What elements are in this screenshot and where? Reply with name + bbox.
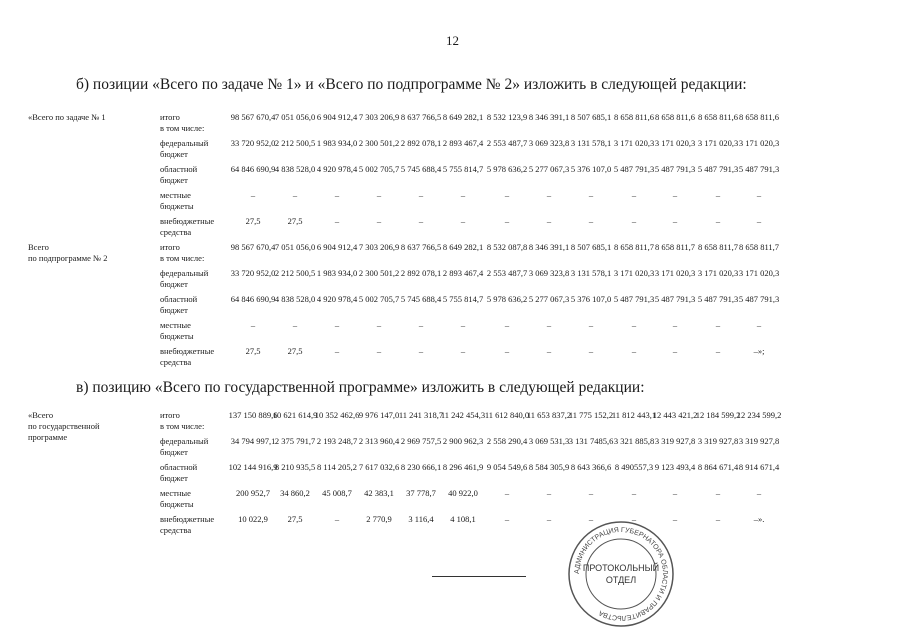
table-cell: 3 321 885,8 [613, 436, 655, 446]
table-cell: 2 892 078,1 [400, 268, 442, 278]
row-label [160, 294, 232, 316]
row-label-line: итого [160, 410, 180, 420]
table-cell: 8 346 391,1 [528, 242, 570, 252]
table-cell: 27,5 [287, 514, 303, 524]
table-cell: 5 755 814,7 [442, 294, 484, 304]
table-cell: – [546, 346, 552, 356]
table-cell: 3 131 578,1 [570, 138, 612, 148]
table-cell: 2 892 078,1 [400, 138, 442, 148]
block-label-line: по подпрограмме № 2 [28, 253, 108, 263]
row-label [160, 164, 232, 186]
table-cell: 3 171 020,3 [654, 268, 696, 278]
table-row [0, 434, 905, 460]
table-cell: – [756, 488, 762, 498]
svg-text:АДМИНИСТРАЦИЯ ГУБЕРНАТОРА ОБЛА: АДМИНИСТРАЦИЯ ГУБЕРНАТОРА ОБЛАСТИ И ПРАВИТЕЛЬСТВА [573, 526, 669, 622]
table-cell: 4 108,1 [450, 514, 476, 524]
table-cell: 1 983 934,0 [316, 268, 358, 278]
table-cell: – [715, 346, 721, 356]
table-cell: 8 532 123,9 [486, 112, 528, 122]
block-label-line: «Всего по задаче № 1 [28, 112, 106, 122]
row-label-line: в том числе: [160, 421, 205, 431]
table-cell: 5 978 636,2 [486, 294, 528, 304]
table-cell: 2 300 501,2 [358, 138, 400, 148]
row-label-line: средства [160, 525, 192, 535]
table-cell: 8 658 811,6 [613, 112, 655, 122]
table-row [0, 292, 905, 318]
table-cell: 102 144 916,9 [228, 462, 278, 472]
table-cell: 3 171 020,3 [613, 268, 655, 278]
table-cell: – [292, 190, 298, 200]
table-cell: 8 507 685,1 [570, 242, 612, 252]
table-cell: 11 775 152,2 [568, 410, 614, 420]
table-cell: –»; [753, 346, 765, 356]
table-cell: 2 558 290,4 [486, 436, 528, 446]
heading-v: в) позицию «Всего по государственной программе» изложить в следующей редакции: [76, 379, 645, 396]
table-row [0, 136, 905, 162]
table-cell: 8 658 811,7 [613, 242, 655, 252]
table-cell: 3 131 7485,6 [568, 436, 614, 446]
row-label [160, 190, 232, 212]
table-cell: – [334, 320, 340, 330]
table-cell: 11 612 840,0 [484, 410, 530, 420]
table-cell: 3 171 020,3 [738, 138, 780, 148]
table-cell: 8 643 366,6 [570, 462, 612, 472]
table-cell: – [756, 216, 762, 226]
table-cell: 5 002 705,7 [358, 294, 400, 304]
table-cell: 5 487 791,3 [613, 294, 655, 304]
table-cell: – [672, 216, 678, 226]
signature-line [432, 576, 526, 577]
table-cell: – [418, 320, 424, 330]
table-cell: – [672, 346, 678, 356]
table-cell: 8 507 685,1 [570, 112, 612, 122]
table-cell: – [504, 320, 510, 330]
table-cell: 5 487 791,3 [697, 294, 739, 304]
table-cell: 3 069 323,8 [528, 138, 570, 148]
table-cell: 27,5 [245, 346, 261, 356]
official-stamp [566, 519, 676, 629]
table-cell: 3 069 323,8 [528, 268, 570, 278]
table-cell: – [588, 320, 594, 330]
table-cell: 8 658 811,6 [654, 112, 696, 122]
table-cell: 8 210 935,5 [274, 462, 316, 472]
table-cell: 64 846 690,9 [230, 294, 276, 304]
table-cell: 8 649 282,1 [442, 242, 484, 252]
table-cell: 6 904 912,4 [316, 242, 358, 252]
table-cell: 5 745 688,4 [400, 164, 442, 174]
row-label-line: бюджет [160, 175, 188, 185]
table-cell: – [376, 190, 382, 200]
table-cell: – [460, 190, 466, 200]
block-label-line: «Всего [28, 410, 54, 420]
table-cell: 8 914 671,4 [738, 462, 780, 472]
table-cell: 34 860,2 [280, 488, 310, 498]
row-label-line: бюджеты [160, 201, 194, 211]
table-cell: – [631, 488, 637, 498]
table-cell: 8 637 766,5 [400, 112, 442, 122]
table-cell: – [588, 190, 594, 200]
table-cell: 4 920 978,4 [316, 164, 358, 174]
table-cell: 2 193 248,7 [316, 436, 358, 446]
table-cell: 7 617 032,6 [358, 462, 400, 472]
table-cell: 10 022,9 [238, 514, 268, 524]
table-cell: 1 983 934,0 [316, 138, 358, 148]
table-cell: – [588, 488, 594, 498]
table-cell: 2 553 487,7 [486, 268, 528, 278]
table-cell: 2 375 791,7 [274, 436, 316, 446]
table-cell: 5 277 067,3 [528, 164, 570, 174]
table-cell: –». [753, 514, 765, 524]
table-cell: 10 621 614,9 [272, 410, 318, 420]
table-cell: – [504, 216, 510, 226]
table-row [0, 512, 905, 538]
table-cell: – [504, 190, 510, 200]
row-label-line: областной [160, 294, 198, 304]
row-label-line: средства [160, 357, 192, 367]
row-label-line: бюджет [160, 149, 188, 159]
table-cell: 200 952,7 [236, 488, 270, 498]
table-cell: 8 658 811,7 [697, 242, 739, 252]
table-cell: 5 978 636,2 [486, 164, 528, 174]
row-label-line: в том числе: [160, 253, 205, 263]
row-label [160, 346, 232, 368]
table-cell: 9 123 493,4 [654, 462, 696, 472]
table-cell: 8 649 282,1 [442, 112, 484, 122]
table-cell: 3 116,4 [408, 514, 434, 524]
row-label-line: местные [160, 190, 191, 200]
row-label-line: федеральный [160, 436, 209, 446]
row-label-line: федеральный [160, 268, 209, 278]
table-cell: 3 171 020,3 [613, 138, 655, 148]
table-row [0, 318, 905, 344]
table-cell: – [715, 488, 721, 498]
row-label [160, 410, 232, 432]
table-cell: 5 277 067,3 [528, 294, 570, 304]
table-cell: – [715, 320, 721, 330]
table-cell: 8 637 766,5 [400, 242, 442, 252]
table-cell: – [756, 320, 762, 330]
row-label-line: областной [160, 462, 198, 472]
table-cell: – [756, 190, 762, 200]
table-cell: 27,5 [287, 346, 303, 356]
table-cell: 4 838 528,0 [274, 164, 316, 174]
table-cell: 2 893 467,4 [442, 138, 484, 148]
table-cell: – [460, 216, 466, 226]
table-cell: 7 303 206,9 [358, 112, 400, 122]
table-cell: – [334, 216, 340, 226]
table-cell: 5 487 791,3 [738, 164, 780, 174]
table-cell: 2 900 962,3 [442, 436, 484, 446]
block-label-line: по государственной [28, 421, 100, 431]
table-cell: 5 487 791,3 [738, 294, 780, 304]
table-cell: 137 150 889,6 [228, 410, 278, 420]
row-label-line: федеральный [160, 138, 209, 148]
table-cell: – [672, 514, 678, 524]
table-cell: – [631, 346, 637, 356]
table-cell: 8 658 811,6 [738, 112, 780, 122]
table-cell: – [250, 190, 256, 200]
table-cell: – [504, 346, 510, 356]
table-cell: – [504, 488, 510, 498]
table-cell: 9 054 549,6 [486, 462, 528, 472]
row-label-line: внебюджетные [160, 514, 215, 524]
table-cell: 34 794 997,1 [230, 436, 276, 446]
table-cell: 2 553 487,7 [486, 138, 528, 148]
row-label [160, 436, 232, 458]
table-cell: 8 584 305,9 [528, 462, 570, 472]
table-cell: 3 131 578,1 [570, 268, 612, 278]
table-cell: – [546, 190, 552, 200]
row-label-line: внебюджетные [160, 216, 215, 226]
table-cell: 27,5 [245, 216, 261, 226]
row-label-line: в том числе: [160, 123, 205, 133]
table-cell: – [334, 514, 340, 524]
table-cell: 4 838 528,0 [274, 294, 316, 304]
table-cell: 3 319 927,8 [654, 436, 696, 446]
table-cell: – [460, 346, 466, 356]
table-cell: 98 567 670,4 [230, 112, 276, 122]
table-cell: 2 313 960,4 [358, 436, 400, 446]
table-cell: 5 487 791,3 [654, 294, 696, 304]
table-cell: – [715, 190, 721, 200]
table-cell: 8 658 811,6 [697, 112, 739, 122]
table-cell: – [292, 320, 298, 330]
table-cell: – [546, 514, 552, 524]
row-label [160, 462, 232, 484]
table-cell: 8 346 391,1 [528, 112, 570, 122]
svg-text:ОТДЕЛ: ОТДЕЛ [605, 575, 637, 585]
table-cell: – [631, 216, 637, 226]
row-label-line: бюджеты [160, 499, 194, 509]
table-cell: – [418, 190, 424, 200]
row-label-line: местные [160, 320, 191, 330]
table-cell: – [250, 320, 256, 330]
table-cell: 33 720 952,0 [230, 268, 276, 278]
table-cell: 8 658 811,7 [738, 242, 780, 252]
row-label-line: местные [160, 488, 191, 498]
table-cell: – [376, 216, 382, 226]
table-row [0, 240, 905, 266]
row-label-line: бюджет [160, 473, 188, 483]
table-row [0, 486, 905, 512]
table-cell: 5 376 107,0 [570, 164, 612, 174]
table-cell: 11 241 318,7 [398, 410, 444, 420]
row-label-line: областной [160, 164, 198, 174]
table-cell: 5 487 791,3 [613, 164, 655, 174]
table-cell: 3 069 531,3 [528, 436, 570, 446]
heading-b: б) позиции «Всего по задаче № 1» и «Всего по подпрограмме № 2» изложить в следующей редакции: [76, 76, 747, 93]
row-label-line: средства [160, 227, 192, 237]
row-label [160, 112, 232, 134]
table-row [0, 214, 905, 240]
table-cell: – [334, 190, 340, 200]
row-label [160, 514, 232, 536]
table-cell: – [672, 488, 678, 498]
table-cell: – [460, 320, 466, 330]
table-cell: – [418, 216, 424, 226]
table-cell: 8 230 666,1 [400, 462, 442, 472]
table-cell: 11 812 443,1 [611, 410, 657, 420]
table-cell: 98 567 670,4 [230, 242, 276, 252]
table-cell: 2 300 501,2 [358, 268, 400, 278]
table-cell: 27,5 [287, 216, 303, 226]
table-cell: 5 745 688,4 [400, 294, 442, 304]
table-cell: 2 969 757,5 [400, 436, 442, 446]
table-cell: 8 864 671,4 [697, 462, 739, 472]
table-cell: – [376, 346, 382, 356]
table-cell: – [334, 346, 340, 356]
table-cell: – [631, 514, 637, 524]
table-cell: 3 319 927,8 [697, 436, 739, 446]
table-cell: 8 490557,3 [614, 462, 654, 472]
table-cell: 3 319 927,8 [738, 436, 780, 446]
block-label-line: программе [28, 432, 68, 442]
table-cell: 5 376 107,0 [570, 294, 612, 304]
table-cell: 12 184 599,2 [695, 410, 741, 420]
table-cell: 5 755 814,7 [442, 164, 484, 174]
table-cell: 3 171 020,3 [697, 268, 739, 278]
row-label [160, 216, 232, 238]
table-cell: – [504, 514, 510, 524]
table-cell: 33 720 952,0 [230, 138, 276, 148]
row-label [160, 138, 232, 160]
table-cell: 40 922,0 [448, 488, 478, 498]
table-cell: – [588, 346, 594, 356]
row-label-line: внебюджетные [160, 346, 215, 356]
table-cell: – [418, 346, 424, 356]
row-label-line: итого [160, 112, 180, 122]
table-row [0, 408, 905, 434]
row-label [160, 320, 232, 342]
row-label [160, 268, 232, 290]
table-cell: 6 904 912,4 [316, 112, 358, 122]
table-cell: – [546, 216, 552, 226]
table-cell: 3 171 020,3 [654, 138, 696, 148]
table-cell: – [631, 190, 637, 200]
page-number: 12 [446, 33, 459, 48]
table-row [0, 110, 905, 136]
row-label-line: бюджет [160, 305, 188, 315]
table-cell: 8 658 811,7 [654, 242, 696, 252]
table-cell: 37 778,7 [406, 488, 436, 498]
table-cell: – [715, 514, 721, 524]
row-label [160, 242, 232, 264]
table-cell: 8 114 205,2 [316, 462, 358, 472]
row-label-line: бюджет [160, 279, 188, 289]
table-cell: 45 008,7 [322, 488, 352, 498]
table-cell: – [588, 514, 594, 524]
table-cell: 11 242 454,3 [440, 410, 486, 420]
table-cell: – [546, 488, 552, 498]
table-cell: 64 846 690,9 [230, 164, 276, 174]
table-cell: 12 443 421,2 [652, 410, 698, 420]
table-cell: 5 487 791,3 [654, 164, 696, 174]
table-cell: 42 383,1 [364, 488, 394, 498]
table-cell: 7 051 056,0 [274, 242, 316, 252]
table-cell: 10 352 462,6 [314, 410, 360, 420]
table-cell: 12 234 599,2 [736, 410, 782, 420]
table-row [0, 162, 905, 188]
table-cell: – [376, 320, 382, 330]
row-label-line: бюджет [160, 447, 188, 457]
table-cell: 8 532 087,8 [486, 242, 528, 252]
block-label-line: Всего [28, 242, 49, 252]
table-cell: – [546, 320, 552, 330]
table-cell: – [715, 216, 721, 226]
table-cell: 8 296 461,9 [442, 462, 484, 472]
table-cell: 7 303 206,9 [358, 242, 400, 252]
table-cell: 2 893 467,4 [442, 268, 484, 278]
table-row [0, 344, 905, 370]
table-cell: 2 212 500,5 [274, 268, 316, 278]
table-cell: 11 653 837,2 [526, 410, 572, 420]
table-row [0, 460, 905, 486]
table-cell: 3 171 020,3 [697, 138, 739, 148]
table-cell: 2 212 500,5 [274, 138, 316, 148]
table-row [0, 266, 905, 292]
row-label-line: бюджеты [160, 331, 194, 341]
table-cell: 2 770,9 [366, 514, 392, 524]
table-cell: – [631, 320, 637, 330]
row-label-line: итого [160, 242, 180, 252]
table-cell: – [672, 320, 678, 330]
table-cell: 9 976 147,0 [358, 410, 400, 420]
table-cell: 3 171 020,3 [738, 268, 780, 278]
table-cell: 5 002 705,7 [358, 164, 400, 174]
table-cell: – [588, 216, 594, 226]
row-label [160, 488, 232, 510]
table-cell: 5 487 791,3 [697, 164, 739, 174]
table-cell: 4 920 978,4 [316, 294, 358, 304]
svg-text:ПРОТОКОЛЬНЫЙ: ПРОТОКОЛЬНЫЙ [582, 563, 660, 573]
table-cell: 7 051 056,0 [274, 112, 316, 122]
table-cell: – [672, 190, 678, 200]
table-row [0, 188, 905, 214]
